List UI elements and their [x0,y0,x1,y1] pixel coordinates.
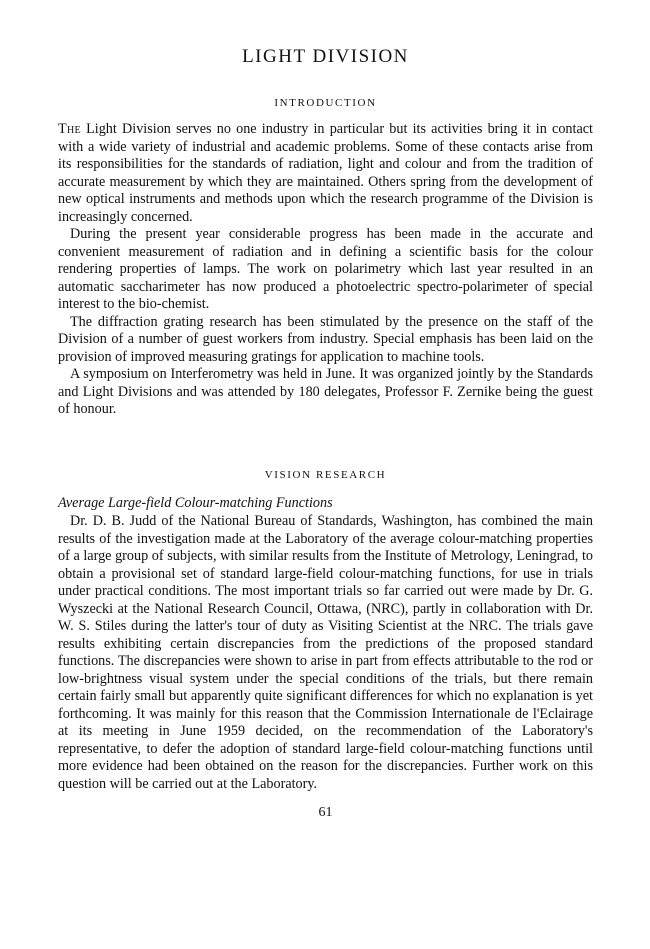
intro-paragraph-1 [58,121,593,226]
document-page [58,46,593,821]
vision-research-section [58,469,593,794]
section-spacer [58,419,593,467]
page-title: LIGHT DIVISION [242,46,409,67]
intro-paragraph-3: The diffraction grating research has been stimulated by the presence on the staff of the Division of a number of guest workers from industry. Special emphasis has been laid on the provision of improved measuring gratings for application to machine tools. [58,313,593,365]
page-number: 61 [318,805,333,820]
intro-paragraph-1-text: Light Division serves no one industry in particular but its activities bring it in contact with a wide variety of industrial and academic problems. Some of these contacts arise from its responsibilities for the standards of radiation, light and colour and from the tradition of accurate measurement by which they are maintained. Others spring from the development of new optical instruments and methods upon which the research programme of the Division is increasingly concerned. [58,121,593,225]
intro-paragraph-4: A symposium on Interferometry was held in June. It was organized jointly by the Standards and Light Divisions and was attended by 180 delegates, Professor F. Zernike being the guest of honour. [58,366,593,417]
vision-paragraph-1: Dr. D. B. Judd of the National Bureau of Standards, Washington, has combined the main results of the investigation made at the Laboratory of the average colour-matching properties of a large group of subjects, with similar results from the Institute of Metrology, Leningrad, to obtain a provisional set of standard large-field colour-matching functions, for use in trials under practical conditions. The most important trials so far carried out were made by Dr. G. Wyszecki at the National Research Council, Ottawa, (NRC), partly in collaboration with Dr. W. S. Stiles during the latter's tour of duty as Visiting Scientist at the NRC. The trials gave results exhibiting certain discrepancies from the predictions of the proposed standard functions. The discrepancies were shown to arise in part from effects attributable to the rod or low-brightness visual system under the special conditions of the trials, but there remain certain fairly small but apparently quite significant differences for which no explanation is yet forthcoming. It was mainly for this reason that the Commission Internationale de l'Eclairage at its meeting in June 1959 decided, on the recommendation of the Laboratory's representative, to defer the adoption of standard large-field colour-matching functions until more evidence had been obtained on the reason for the discrepancies. Further work on this question will be carried out at the Laboratory. [58,513,593,792]
introduction-section [58,97,593,419]
intro-paragraph-1-lead: The [58,121,81,137]
section-heading-introduction: INTRODUCTION [274,97,377,109]
section-heading-vision-research: VISION RESEARCH [264,468,387,481]
subsection-heading: Average Large-field Colour-matching Functions [58,494,333,511]
intro-paragraph-2: During the present year considerable progress has been made in the accurate and convenient measurement of radiation and in defining a scientific basis for the colour rendering properties of lamps. The work on polarimetry which last year resulted in an automatic saccharimeter has now produced a photoelectric spectro-polarimeter of special interest to the bio-chemist. [58,226,593,312]
